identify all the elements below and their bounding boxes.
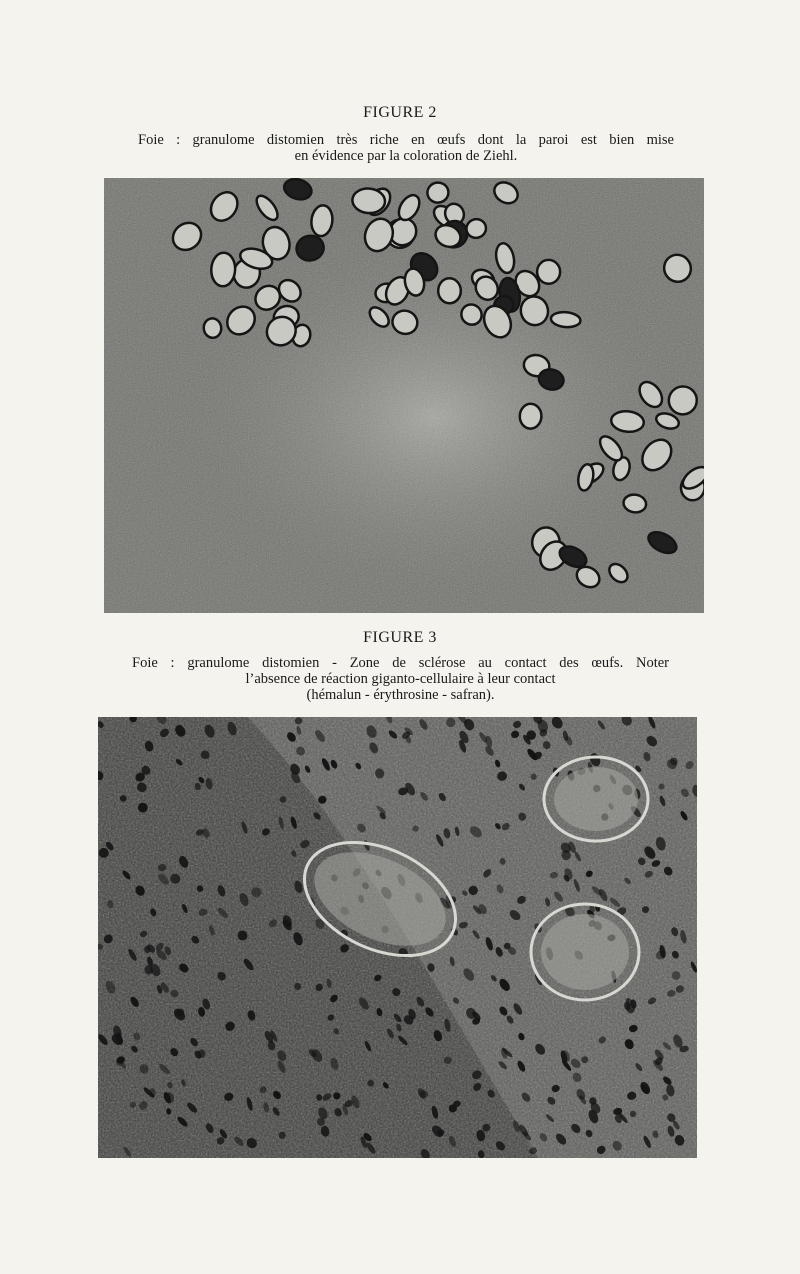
egg-shape (426, 181, 449, 203)
figure-3-caption-line-2: l’absence de réaction giganto-cellulaire à leur contact (245, 671, 556, 687)
figure-3-caption-line-1: Foie : granulome distomien - Zone de sclérose au contact des œufs. Noter (132, 655, 669, 671)
egg-shape (537, 260, 561, 285)
figure-2-caption-line-1: Foie : granulome distomien très riche en œufs dont la paroi est bien mise (138, 132, 674, 148)
egg-shape (438, 278, 461, 303)
figure-3-caption-line-3: (hémalun - érythrosine - safran). (306, 687, 495, 703)
figure-2-caption (138, 132, 674, 164)
egg-shape (203, 317, 223, 339)
figure-2-caption-line-2: en évidence par la coloration de Ziehl. (294, 148, 518, 164)
figure-3-micrograph (98, 717, 697, 1158)
egg-shape (210, 252, 236, 287)
egg-shape (519, 403, 542, 429)
figure-3-title: FIGURE 3 (363, 629, 437, 646)
figure-2-title: FIGURE 2 (363, 104, 437, 121)
figure-3-caption (132, 655, 669, 703)
figure-2-micrograph (104, 178, 704, 613)
